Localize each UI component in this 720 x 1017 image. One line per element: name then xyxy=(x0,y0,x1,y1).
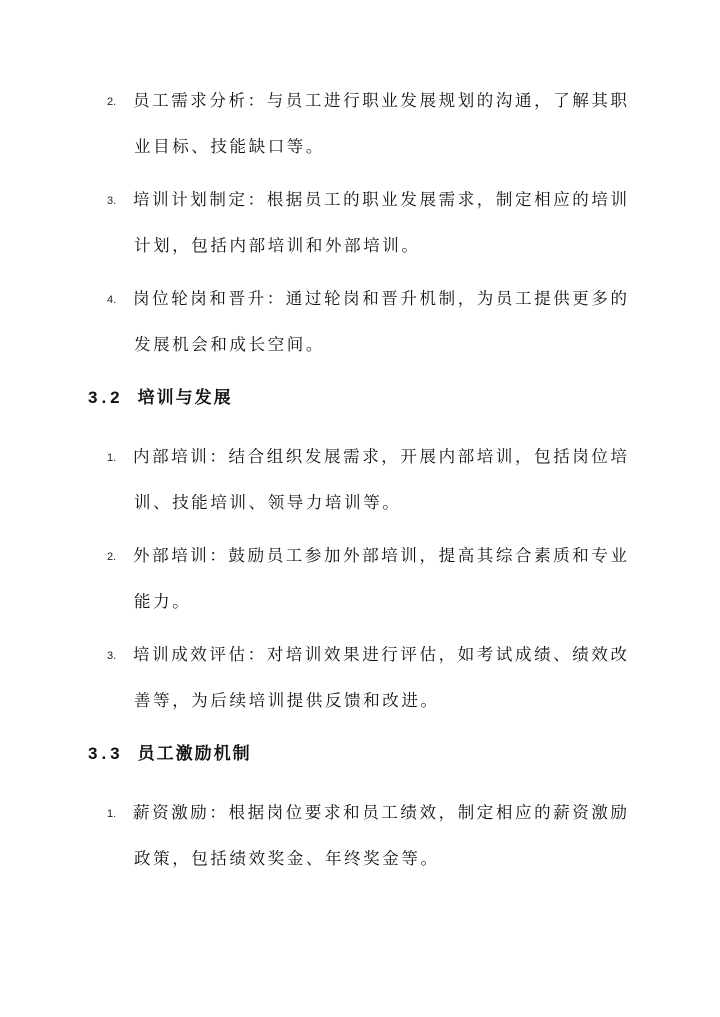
list-number: 2. xyxy=(107,96,117,108)
section-number: 3.3 xyxy=(88,744,124,763)
list-item-text-line: 薪资激励：根据岗位要求和员工绩效，制定相应的薪资激励 xyxy=(133,803,630,822)
section-heading xyxy=(88,743,252,765)
section-heading xyxy=(88,387,233,409)
list-item-text-line: 岗位轮岗和晋升：通过轮岗和晋升机制，为员工提供更多的 xyxy=(133,289,630,308)
list-number: 2. xyxy=(107,551,117,563)
list-item-text-line: 计划，包括内部培训和外部培训。 xyxy=(134,236,421,255)
list-item-text-line: 员工需求分析：与员工进行职业发展规划的沟通，了解其职 xyxy=(133,91,630,110)
section-title: 员工激励机制 xyxy=(137,744,252,764)
list-item-text-line: 业目标、技能缺口等。 xyxy=(134,137,325,156)
section-title: 培训与发展 xyxy=(137,388,233,408)
section-number: 3.2 xyxy=(88,388,124,407)
list-number: 3. xyxy=(107,650,117,662)
list-item-text-line: 善等，为后续培训提供反馈和改进。 xyxy=(134,691,440,710)
list-item-text-line: 能力。 xyxy=(134,592,192,611)
list-number: 4. xyxy=(107,294,117,306)
list-item-text-line: 内部培训：结合组织发展需求，开展内部培训，包括岗位培 xyxy=(133,447,630,466)
list-item-text-line: 培训计划制定：根据员工的职业发展需求，制定相应的培训 xyxy=(133,190,630,209)
list-number: 1. xyxy=(107,452,117,464)
list-item-text-line: 发展机会和成长空间。 xyxy=(134,335,325,354)
list-item-text-line: 培训成效评估：对培训效果进行评估，如考试成绩、绩效改 xyxy=(133,645,630,664)
list-number: 3. xyxy=(107,195,117,207)
list-number: 1. xyxy=(107,808,117,820)
list-item-text-line: 政策，包括绩效奖金、年终奖金等。 xyxy=(134,849,440,868)
list-item-text-line: 训、技能培训、领导力培训等。 xyxy=(134,493,402,512)
list-item-text-line: 外部培训：鼓励员工参加外部培训，提高其综合素质和专业 xyxy=(133,546,630,565)
